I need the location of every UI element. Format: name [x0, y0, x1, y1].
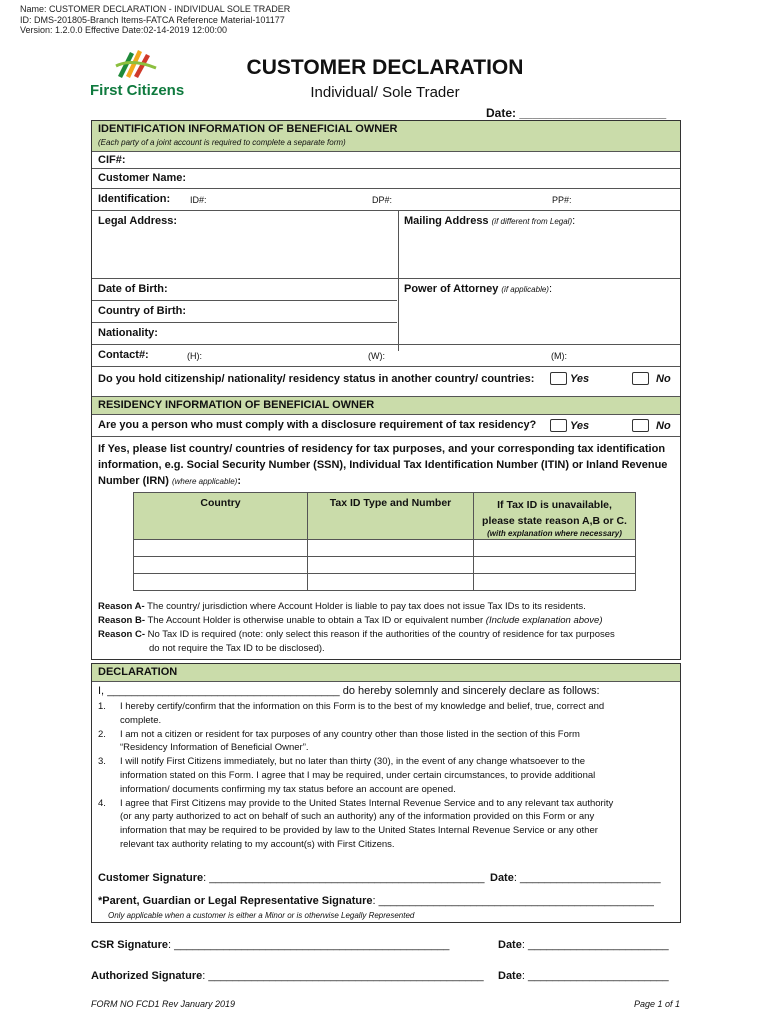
reason-c-label: Reason C- [98, 629, 145, 640]
residency-question: Are you a person who must comply with a disclosure requirement of tax residency? [98, 419, 537, 431]
dob-label[interactable]: Date of Birth: [98, 283, 168, 295]
citizenship-yes-checkbox[interactable] [550, 372, 567, 385]
declaration-item-line: (or any party authorized to act on behalf of such an authority) any of the information provided on this Form or any [120, 811, 595, 823]
form-number: FORM NO FCD1 Rev January 2019 [91, 999, 236, 1009]
residency-no-checkbox[interactable] [632, 419, 649, 432]
customer-signature-label: Customer Signature [98, 872, 204, 884]
csr-date-label: Date [498, 939, 522, 951]
declaration-item-text [120, 700, 604, 728]
mailing-address-note: (if different from Legal) [491, 217, 573, 226]
authorized-signature-line: : _____________________________________________ [202, 970, 484, 982]
declaration-item-text [120, 797, 613, 852]
residency-details [92, 436, 680, 661]
poa-label[interactable] [404, 283, 552, 295]
page-title: CUSTOMER DECLARATION [246, 56, 524, 79]
contact-work-field[interactable]: (W): [368, 351, 385, 361]
declaration-item [98, 755, 678, 796]
contact-home-field[interactable]: (H): [187, 351, 202, 361]
poa-colon: : [548, 283, 553, 295]
residency-yes-checkbox[interactable] [550, 419, 567, 432]
declaration-item-line: “Residency Information of Beneficial Owner”. [120, 742, 309, 754]
cif-row[interactable] [92, 151, 680, 168]
customer-name-row[interactable] [92, 168, 680, 188]
declaration-item-number: 4. [98, 797, 106, 809]
doc-meta [20, 4, 290, 36]
identification-label: Identification: [98, 193, 171, 205]
declaration-body [92, 681, 680, 924]
reason-b-text: The Account Holder is otherwise unable to obtain a Tax ID or equivalent number [147, 615, 484, 626]
authorized-signature-label: Authorized Signature [91, 970, 203, 982]
citizenship-question: Do you hold citizenship/ nationality/ residency status in another country/ countries: [98, 373, 535, 385]
residency-instructions [98, 441, 676, 490]
declaration-items [98, 700, 678, 852]
reason-a [98, 600, 678, 614]
declaration-item-line: information that may be required to be provided by law to the United States Internal Revenue Service or any other [120, 825, 598, 837]
mailing-address-colon: : [572, 215, 576, 227]
authorized-date-label: Date [498, 970, 522, 982]
residency-yes-label: Yes [570, 420, 590, 432]
declaration-intro-i: I, [98, 685, 105, 697]
identification-note: (Each party of a joint account is required to complete a separate form) [98, 138, 346, 147]
header-date-field[interactable]: Date: ______________________ [486, 106, 667, 120]
reason-b [98, 614, 678, 628]
country-of-birth-label: Country of Birth: [98, 305, 186, 317]
tax-table-header-reason-line2: please state reason A,B or C. [482, 515, 627, 527]
declaration-item-line: relevant tax authority relating to my account(s) with First Citizens. [120, 838, 395, 850]
dob-row [92, 278, 680, 300]
identification-row [92, 188, 680, 210]
declaration-heading: DECLARATION [98, 666, 178, 678]
residency-heading: RESIDENCY INFORMATION OF BENEFICIAL OWNER [98, 399, 375, 411]
customer-signature-field[interactable] [98, 872, 485, 884]
citizenship-no-checkbox[interactable] [632, 372, 649, 385]
guardian-signature-label: *Parent, Guardian or Legal Representative Signature [98, 895, 373, 907]
declaration-item-line: I will notify First Citizens immediately, but no later than thirty (30), in the event of any change whatsoever to the [120, 756, 586, 768]
tax-table-header-reason [474, 493, 636, 540]
csr-date-field[interactable] [498, 939, 669, 951]
csr-signature-field[interactable] [91, 939, 449, 951]
declaration-section [91, 663, 681, 923]
authorized-date-line: : _______________________ [521, 970, 669, 982]
identification-section [91, 120, 681, 660]
address-row [92, 210, 680, 278]
customer-date-line: : _______________________ [513, 872, 661, 884]
customer-date-label: Date [490, 872, 514, 884]
reason-b-note: (Include explanation above) [485, 615, 603, 626]
declaration-item-number: 2. [98, 728, 106, 740]
residency-instructions-colon: : [237, 475, 241, 487]
declaration-item-text [120, 728, 580, 756]
declaration-item-number: 1. [98, 701, 106, 712]
citizenship-no-label: No [656, 373, 671, 385]
reason-a-label: Reason A- [98, 601, 145, 612]
id-number-field[interactable]: ID#: [190, 195, 207, 205]
authorized-signature-field[interactable] [91, 970, 484, 982]
csr-signature-label: CSR Signature [91, 939, 169, 951]
declaration-item-text [120, 755, 595, 796]
mailing-address-label[interactable] [404, 215, 575, 227]
residency-no-label: No [656, 420, 671, 432]
reasons-list [98, 600, 678, 656]
reason-c-text-2: do not require the Tax ID to be disclosed). [149, 643, 325, 654]
residency-question-row [92, 414, 680, 436]
pp-number-field[interactable]: PP#: [552, 195, 572, 205]
declaration-item-line: information stated on this Form. I agree that I may be required, under certain circumstances, to provide additional [120, 769, 596, 781]
residency-instructions-text: If Yes, please list country/ countries of residency for tax purposes, and your corresponding tax identification information, e.g. Social Security Number (SSN), Individual Tax Identification Number (ITIN) or Inland Revenue Number (IRN) [98, 443, 668, 487]
tax-table-header-country: Country [134, 493, 308, 540]
reason-b-label: Reason B- [98, 615, 145, 626]
contact-label: Contact#: [98, 349, 149, 361]
tax-table-header-reason-line1: If Tax ID is unavailable, [497, 499, 612, 511]
declaration-item-line: I agree that First Citizens may provide to the United States Internal Revenue Service and to any relevant tax authority [120, 797, 614, 809]
dp-number-field[interactable]: DP#: [372, 195, 393, 205]
declaration-item-line: I am not a citizen or resident for tax purposes of any country other than those listed in the section of this Form [120, 728, 580, 740]
customer-date-field[interactable] [490, 872, 661, 884]
citizenship-yes-label: Yes [570, 373, 590, 385]
contact-row [92, 344, 680, 366]
citizenship-row [92, 366, 680, 390]
csr-signature-line: : _____________________________________________ [168, 939, 450, 951]
nationality-label: Nationality: [98, 327, 158, 339]
declaration-item [98, 797, 678, 852]
reason-a-text: The country/ jurisdiction where Account Holder is liable to pay tax does not issue Tax IDs to its residents. [147, 601, 586, 612]
nationality-row[interactable] [92, 322, 397, 344]
declarant-name-field[interactable]: ______________________________________ [107, 685, 340, 697]
doc-meta-id: ID: DMS-201805-Branch Items-FATCA Reference Material-101177 [20, 14, 285, 25]
declaration-intro [98, 685, 600, 697]
declaration-intro-rest: do hereby solemnly and sincerely declare as follows: [342, 685, 600, 697]
authorized-date-field[interactable] [498, 970, 669, 982]
tax-residency-table [133, 492, 636, 591]
residency-heading-row [92, 396, 680, 414]
guardian-signature-line: : _____________________________________________ [372, 895, 654, 907]
table-row[interactable] [134, 574, 636, 591]
reason-c-text-1: No Tax ID is required (note: only select this reason if the authorities of the country of residence for tax purposes [147, 629, 615, 640]
declaration-item-line: complete. [120, 714, 162, 726]
page-number: Page 1 of 1 [633, 999, 680, 1009]
residency-instructions-note: (where applicable) [171, 477, 238, 486]
legal-address-label[interactable]: Legal Address: [98, 215, 178, 227]
customer-name-label: Customer Name: [98, 172, 187, 184]
declaration-item-number: 3. [98, 756, 106, 768]
cif-label: CIF#: [98, 154, 126, 166]
first-citizens-logo-icon [112, 46, 160, 82]
reason-c [98, 628, 678, 642]
poa-text: Power of Attorney [404, 283, 499, 295]
mailing-address-text: Mailing Address [404, 215, 489, 227]
tax-table-header-taxid: Tax ID Type and Number [308, 493, 474, 540]
declaration-item-line: I hereby certify/confirm that the information on this Form is to the best of my knowledge and belief, true, correct and [120, 701, 605, 712]
country-of-birth-row[interactable] [92, 300, 397, 322]
identification-heading: IDENTIFICATION INFORMATION OF BENEFICIAL OWNER [98, 123, 398, 135]
guardian-note: Only applicable when a customer is either a Minor or is otherwise Legally Represented [108, 911, 415, 920]
declaration-item [98, 728, 678, 756]
declaration-item-line: information/ documents confirming my tax status before an account are opened. [120, 783, 456, 795]
contact-mobile-field[interactable]: (M): [551, 351, 567, 361]
declaration-heading-row [92, 664, 680, 681]
identification-heading-row [92, 121, 680, 151]
page-subtitle: Individual/ Sole Trader [310, 84, 460, 101]
customer-signature-line: : _____________________________________________ [203, 872, 485, 884]
doc-meta-name: Name: CUSTOMER DECLARATION - INDIVIDUAL SOLE TRADER [20, 4, 291, 14]
table-row[interactable] [134, 557, 636, 574]
tax-table-header-reason-note: (with explanation where necessary) [487, 529, 622, 538]
declaration-item [98, 700, 678, 728]
table-row[interactable] [134, 540, 636, 557]
doc-meta-version: Version: 1.2.0.0 Effective Date:02-14-2019 12:00:00 [20, 25, 227, 35]
csr-date-line: : _______________________ [521, 939, 669, 951]
logo-text: First Citizens [90, 82, 185, 99]
poa-note: (if applicable) [501, 285, 549, 294]
guardian-signature-field[interactable] [98, 895, 654, 907]
